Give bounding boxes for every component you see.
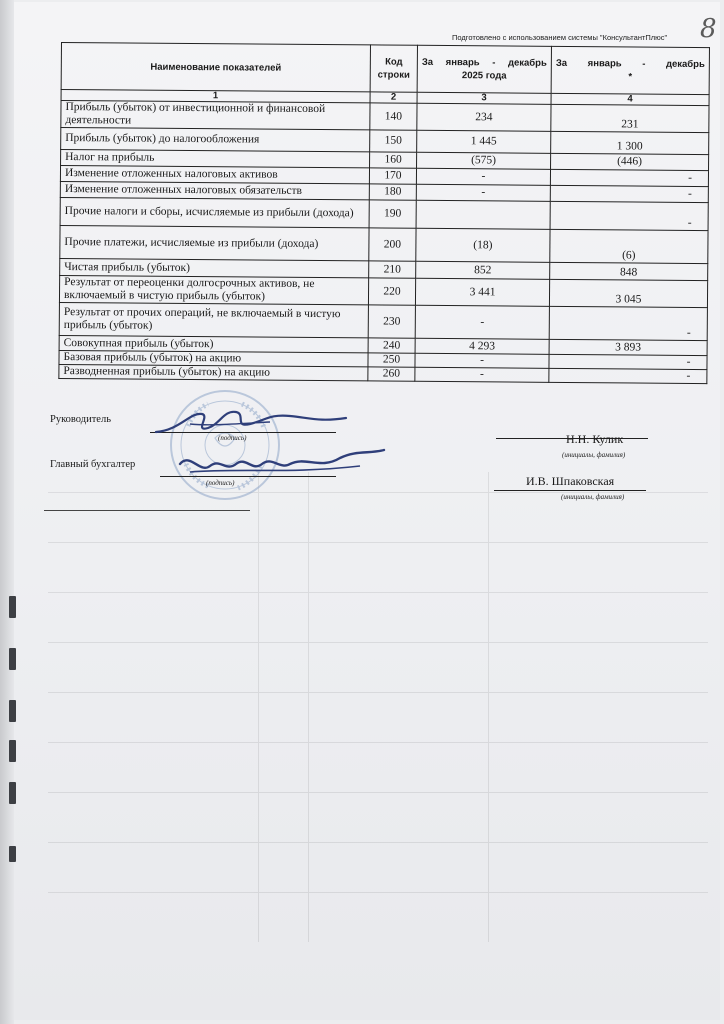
accountant-label: Главный бухгалтер <box>50 459 136 470</box>
table-row <box>60 225 708 263</box>
row-current-value: (18) <box>416 228 550 262</box>
row-name: Прочие налоги и сборы, исчисляемые из прибыли (дохода) <box>60 197 369 227</box>
head-sign-hint: (подпись) <box>218 434 247 442</box>
row-name: Налог на прибыль <box>61 150 370 168</box>
head-name-hint: (инициалы, фамилия) <box>562 451 626 459</box>
row-current-value: - <box>416 168 550 185</box>
row-current-value: 4 293 <box>415 338 549 354</box>
row-previous-value: 848 <box>550 262 708 280</box>
row-current-value: 234 <box>417 103 551 131</box>
row-code: 240 <box>368 338 415 353</box>
row-previous-value: (446) <box>551 153 709 170</box>
row-code: 160 <box>370 152 417 168</box>
header-current-year: 2025 года <box>461 70 507 82</box>
row-name: Совокупная прибыль (убыток) <box>59 335 368 352</box>
profit-loss-table <box>58 42 710 384</box>
row-previous-value: 3 893 <box>549 339 707 355</box>
row-code: 180 <box>369 184 416 200</box>
row-name: Результат от прочих операций, не включаемый в чистую прибыль (убыток) <box>59 302 368 337</box>
row-code: 250 <box>368 353 415 367</box>
header-previous-period-label: За январь - декабрь <box>555 57 705 71</box>
row-previous-value: (6) <box>550 229 708 263</box>
row-current-value: - <box>416 184 550 201</box>
header-name: Наименование показателей <box>61 43 370 92</box>
handwritten-signature-icon <box>170 444 390 484</box>
row-previous-value: 231 <box>551 104 709 132</box>
accountant-name: И.В. Шпаковская <box>526 474 615 488</box>
page-binding-edge <box>0 0 14 1024</box>
row-current-value <box>416 200 550 229</box>
column-number: 2 <box>370 92 417 103</box>
row-code: 150 <box>370 130 417 152</box>
row-code: 140 <box>370 103 417 130</box>
prepared-note: Подготовлено с использованием системы "КонсультантПлюс" <box>452 33 668 42</box>
row-previous-value: 1 300 <box>551 131 709 154</box>
table-row <box>59 302 707 340</box>
header-previous-period <box>551 46 709 94</box>
binder-hole-mark <box>9 782 16 804</box>
table-row <box>59 275 707 307</box>
table-header-row <box>61 43 709 95</box>
row-name: Прочие платежи, исчисляемые из прибыли (дохода) <box>60 225 369 260</box>
row-previous-value: - <box>549 354 707 369</box>
row-name: Базовая прибыль (убыток) на акцию <box>59 350 368 366</box>
header-previous-year: * <box>628 71 633 83</box>
row-name: Прибыль (убыток) до налогообложения <box>61 128 370 152</box>
row-name: Прибыль (убыток) от инвестиционной и финансовой деятельности <box>61 101 370 130</box>
binder-hole-mark <box>9 846 16 862</box>
row-previous-value: - <box>549 306 707 340</box>
row-previous-value: - <box>550 169 708 186</box>
accountant-name-line <box>494 490 646 491</box>
row-name: Чистая прибыль (убыток) <box>60 258 369 277</box>
row-name: Результат от переоценки долгосрочных активов, не включаемый в чистую прибыль (убыток) <box>59 275 368 304</box>
column-number: 1 <box>61 90 370 103</box>
accountant-name-hint: (инициалы, фамилия) <box>561 493 625 501</box>
binder-hole-mark <box>9 648 16 670</box>
row-previous-value: 3 045 <box>549 279 707 307</box>
row-code: 220 <box>368 278 415 305</box>
row-code: 210 <box>369 261 416 278</box>
head-name: Н.Н. Кулик <box>566 432 624 446</box>
row-previous-value: - <box>550 185 708 202</box>
binder-hole-mark <box>9 596 16 618</box>
row-current-value: - <box>415 305 549 339</box>
binder-hole-mark <box>9 740 16 762</box>
header-current-period <box>417 45 551 93</box>
row-current-value: 1 445 <box>417 130 551 153</box>
row-code: 200 <box>369 228 416 261</box>
row-code: 170 <box>369 168 416 184</box>
binder-hole-mark <box>9 700 16 722</box>
row-current-value: 852 <box>416 261 550 279</box>
row-current-value: - <box>415 353 549 368</box>
bleed-through-table <box>48 472 708 942</box>
accountant-sign-hint: (подпись) <box>206 479 235 487</box>
row-current-value: - <box>415 367 549 382</box>
row-code: 230 <box>368 305 415 338</box>
column-number: 4 <box>551 93 709 105</box>
column-number: 3 <box>417 92 551 104</box>
row-name: Изменение отложенных налоговых обязательств <box>60 181 369 199</box>
row-current-value: (575) <box>417 152 551 169</box>
row-code: 260 <box>368 367 415 381</box>
head-label: Руководитель <box>50 414 111 425</box>
row-previous-value: - <box>550 201 708 230</box>
header-current-period-label: За январь - декабрь <box>421 56 547 69</box>
header-code: Код строки <box>370 45 417 92</box>
row-code: 190 <box>369 200 416 228</box>
row-previous-value: - <box>549 368 707 383</box>
page-number: 8 <box>700 14 717 44</box>
row-current-value: 3 441 <box>415 278 549 306</box>
handwritten-signature-icon <box>150 402 350 442</box>
divider <box>44 510 250 511</box>
row-name: Изменение отложенных налоговых активов <box>60 166 369 184</box>
row-name: Разводненная прибыль (убыток) на акцию <box>59 364 368 380</box>
